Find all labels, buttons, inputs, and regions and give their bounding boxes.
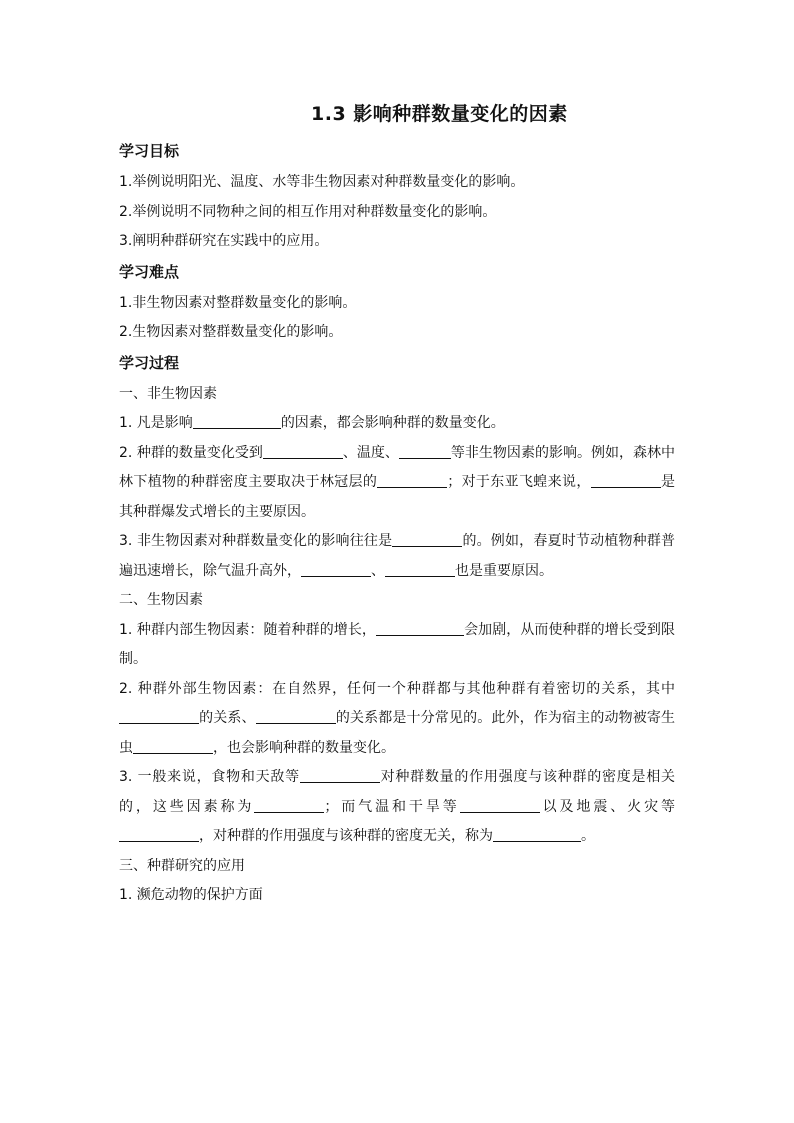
answer-blank[interactable] bbox=[300, 768, 380, 783]
difficulty-item: 1.非生物因素对整群数量变化的影响。 bbox=[119, 294, 357, 311]
answer-blank[interactable] bbox=[385, 562, 455, 577]
goal-item: 2.举例说明不同物种之间的相互作用对种群数量变化的影响。 bbox=[119, 203, 497, 220]
difficulty-heading: 学习难点 bbox=[119, 262, 180, 281]
question-2-1: 1. 种群内部生物因素：随着种群的增长， 会加剧，从而使种群的增长受到限制。 bbox=[119, 621, 675, 667]
goal-item: 3.阐明种群研究在实践中的应用。 bbox=[119, 233, 329, 249]
answer-blank[interactable] bbox=[263, 444, 343, 459]
difficulty-item: 2.生物因素对整群数量变化的影响。 bbox=[119, 324, 343, 340]
goal-item: 1.举例说明阳光、温度、水等非生物因素对种群数量变化的影响。 bbox=[119, 174, 525, 190]
goals-heading: 学习目标 bbox=[119, 142, 180, 160]
question-2-3: 3. 一般来说，食物和天敌等 对种群数量的作用强度与该种群的密度是相关的，这些因素称为 ；而气温和干旱等 以及地震、火灾等，对种群的作用强度与该种群的密度无关，称为 。 bbox=[119, 769, 676, 844]
question-1-2: 2. 种群的数量变化受到 、温度、 等非生物因素的影响。例如，森林中林下植物的种群密度主要取决于林冠层的 ；对于东亚飞蝗来说， 是其种群爆发式增长的主要原因。 bbox=[119, 444, 676, 520]
answer-blank[interactable] bbox=[591, 473, 661, 488]
answer-blank[interactable] bbox=[399, 444, 451, 459]
section-heading-abiotic: 一、非生物因素 bbox=[119, 385, 217, 402]
worksheet-content bbox=[119, 136, 675, 911]
answer-blank[interactable] bbox=[193, 414, 281, 429]
question-2-2: 2. 种群外部生物因素：在自然界，任何一个种群都与其他种群有着密切的关系，其中的关系、 的关系都是十分常见的。此外，作为宿主的动物被寄生虫 ，也会影响种群的数量变化。 bbox=[119, 680, 676, 756]
answer-blank[interactable] bbox=[119, 709, 199, 724]
question-3-1: 1. 濒危动物的保护方面 bbox=[119, 887, 263, 903]
question-1-1: 1. 凡是影响 的因素，都会影响种群的数量变化。 bbox=[119, 415, 505, 431]
answer-blank[interactable] bbox=[133, 739, 213, 754]
answer-blank[interactable] bbox=[493, 827, 581, 842]
answer-blank[interactable] bbox=[392, 532, 462, 547]
answer-blank[interactable] bbox=[376, 621, 464, 636]
process-heading: 学习过程 bbox=[119, 353, 180, 372]
answer-blank[interactable] bbox=[377, 473, 447, 488]
question-1-3: 3. 非生物因素对种群数量变化的影响往往是 的。例如，春夏时节动植物种群普遍迅速增长，除气温升高外， 、 也是重要原因。 bbox=[119, 533, 675, 579]
section-heading-application: 三、种群研究的应用 bbox=[119, 857, 245, 874]
answer-blank[interactable] bbox=[256, 709, 336, 724]
section-heading-biotic: 二、生物因素 bbox=[119, 592, 203, 608]
answer-blank[interactable] bbox=[119, 827, 199, 842]
answer-blank[interactable] bbox=[254, 798, 324, 813]
answer-blank[interactable] bbox=[301, 562, 371, 577]
answer-blank[interactable] bbox=[460, 798, 540, 813]
page-title: 1.3 影响种群数量变化的因素 bbox=[311, 103, 568, 125]
